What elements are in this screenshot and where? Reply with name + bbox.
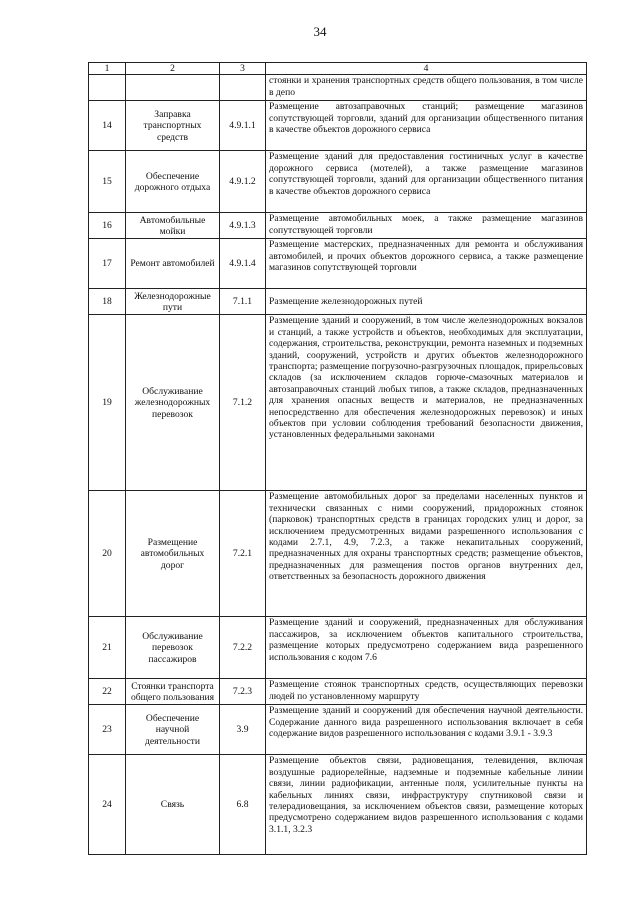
use-type-description: Размещение зданий и сооружений для обеспечения научной деятельности. Содержание данного вида разрешенного использования включает в себя содержание видов разрешенного использования с кодами 3.9.1 - 3.9.3 <box>266 705 587 755</box>
row-number: 23 <box>89 705 126 755</box>
use-type-description: Размещение стоянок транспортных средств, осуществляющих перевозки людей по установленному маршруту <box>266 679 587 705</box>
use-type-name: Заправка транспортных средств <box>126 101 220 151</box>
use-type-description: стоянки и хранения транспортных средств общего пользования, в том числе в депо <box>266 75 587 101</box>
page-number: 34 <box>313 24 327 39</box>
row-number: 24 <box>89 755 126 855</box>
use-type-code: 4.9.1.1 <box>220 101 266 151</box>
table-header-row <box>89 63 587 75</box>
use-type-name: Стоянки транспорта общего пользования <box>126 679 220 705</box>
table-row <box>89 151 587 213</box>
column-header: 3 <box>220 63 266 75</box>
table-row <box>89 755 587 855</box>
use-type-code: 7.2.2 <box>220 617 266 679</box>
use-type-code: 7.1.1 <box>220 289 266 315</box>
row-number: 21 <box>89 617 126 679</box>
use-type-name: Железнодорожные пути <box>126 289 220 315</box>
use-type-code: 6.8 <box>220 755 266 855</box>
use-type-code <box>220 75 266 101</box>
use-type-description: Размещение автозаправочных станций; размещение магазинов сопутствующей торговли, зданий для организации общественного питания в качестве объектов дорожного сервиса <box>266 101 587 151</box>
column-header: 4 <box>266 63 587 75</box>
column-header: 1 <box>89 63 126 75</box>
row-number: 17 <box>89 239 126 289</box>
row-number: 14 <box>89 101 126 151</box>
use-type-name: Ремонт автомобилей <box>126 239 220 289</box>
table-row <box>89 239 587 289</box>
use-type-description: Размещение автомобильных дорог за пределами населенных пунктов и технически связанных с ними сооружений, придорожных стоянок (парковок) транспортных средств в границах городских улиц и дорог, за исключением предусмотренных видами разрешенного использования с кодами 2.7.1, 4.9, 7.2.3, а также некапитальных сооружений, предназначенных для охраны транспортных средств; размещение объектов, предназначенных для размещения постов органов внутренних дел, ответственных за безопасность дорожного движения <box>266 491 587 617</box>
use-type-code: 3.9 <box>220 705 266 755</box>
row-number: 16 <box>89 213 126 239</box>
use-type-description: Размещение автомобильных моек, а также размещение магазинов сопутствующей торговли <box>266 213 587 239</box>
table-row <box>89 75 587 101</box>
table-row <box>89 101 587 151</box>
table-row <box>89 213 587 239</box>
use-type-description: Размещение объектов связи, радиовещания, телевидения, включая воздушные радиорелейные, надземные и подземные кабельные линии связи, линии радиофикации, антенные поля, усилительные пункты на кабельных линиях связи, инфраструктуру спутниковой связи и телерадиовещания, за исключением объектов связи, размещение которых предусмотрено содержанием видов разрешенного использования с кодами 3.1.1, 3.2.3 <box>266 755 587 855</box>
row-number: 19 <box>89 315 126 491</box>
use-type-name: Обслуживание перевозок пассажиров <box>126 617 220 679</box>
table-row <box>89 491 587 617</box>
use-type-code: 4.9.1.4 <box>220 239 266 289</box>
use-type-name: Обеспечение дорожного отдыха <box>126 151 220 213</box>
use-type-description: Размещение зданий и сооружений, предназначенных для обслуживания пассажиров, за исключением объектов капитального строительства, размещение которых предусмотрено содержанием вида разрешенного использования с кодом 7.6 <box>266 617 587 679</box>
use-type-name: Связь <box>126 755 220 855</box>
table-row <box>89 679 587 705</box>
use-type-name: Размещение автомобильных дорог <box>126 491 220 617</box>
use-type-description: Размещение зданий и сооружений, в том числе железнодорожных вокзалов и станций, а также устройств и объектов, необходимых для эксплуатации, содержания, строительства, реконструкции, ремонта наземных и подземных зданий, сооружений, устройств и других объектов железнодорожного транспорта; размещение погрузочно-разгрузочных площадок, прирельсовых складов (за исключением складов горюче-смазочных материалов и автозаправочных станций любых типов, а также складов, предназначенных для хранения опасных веществ и материалов, не предназначенных непосредственно для обеспечения железнодорожных перевозок) и иных объектов при условии соблюдения требований безопасности движения, установленных федеральными законами <box>266 315 587 491</box>
table-row <box>89 315 587 491</box>
use-type-name: Автомобильные мойки <box>126 213 220 239</box>
row-number: 15 <box>89 151 126 213</box>
use-type-description: Размещение зданий для предоставления гостиничных услуг в качестве дорожного сервиса (мотелей), а также размещение магазинов сопутствующей торговли, зданий для организации общественного питания в качестве объектов дорожного сервиса <box>266 151 587 213</box>
use-type-description: Размещение мастерских, предназначенных для ремонта и обслуживания автомобилей, и прочих объектов дорожного сервиса, а также размещение магазинов сопутствующей торговли <box>266 239 587 289</box>
use-type-code: 4.9.1.3 <box>220 213 266 239</box>
table-row <box>89 289 587 315</box>
use-type-name <box>126 75 220 101</box>
use-type-code: 7.2.3 <box>220 679 266 705</box>
row-number: 20 <box>89 491 126 617</box>
use-type-name: Обеспечение научной деятельности <box>126 705 220 755</box>
use-type-name: Обслуживание железнодорожных перевозок <box>126 315 220 491</box>
row-number: 22 <box>89 679 126 705</box>
use-type-description: Размещение железнодорожных путей <box>266 289 587 315</box>
use-type-code: 4.9.1.2 <box>220 151 266 213</box>
row-number: 18 <box>89 289 126 315</box>
use-type-code: 7.2.1 <box>220 491 266 617</box>
table-row <box>89 617 587 679</box>
row-number <box>89 75 126 101</box>
land-use-table <box>88 62 587 855</box>
table-row <box>89 705 587 755</box>
use-type-code: 7.1.2 <box>220 315 266 491</box>
column-header: 2 <box>126 63 220 75</box>
